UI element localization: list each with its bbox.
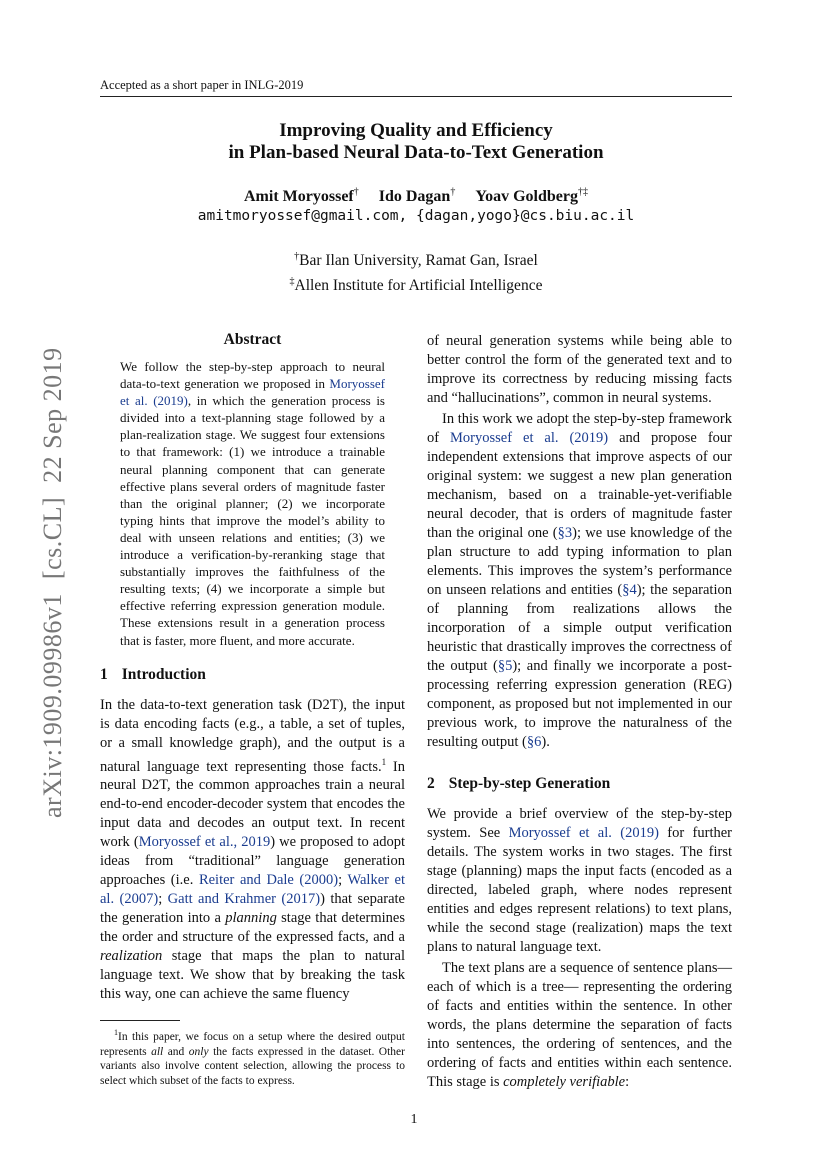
left-column [100,330,405,1088]
contributions-paragraph: In this work we adopt the step-by-step framework of Moryossef et al. (2019) and propose four independent extensions that improve aspects of our original system: we suggest a new plan generation mechanism, based on a trainable-yet-verifiable neural decoder, that is orders of magnitude faster than the original one (§3); we use knowledge of the plan structure to add typing information to plan elements. This improves the system’s performance on unseen relations and entities (§4); the separation of planning from realizations allows the incorporation of a simple output verification heuristic that drastically improves the correctness of the output (§5); and finally we incorporate a post-processing referring expression generation (REG) component, as proposed but not implemented in our previous work, to improve the naturalness of the resulting output (§6). [427,411,733,750]
citation-link[interactable]: Reiter and Dale (2000) [198,872,339,889]
continued-paragraph: of neural generation systems while being able to better control the form of the generated text and to improve its correctness by reducing missing facts and “hallucinations”, common in neural systems. [427,333,732,406]
footnote-marker[interactable]: 1 [381,756,387,767]
arxiv-stamp: arXiv:1909.09986v1 [cs.CL] 22 Sep 2019 [38,347,67,818]
citation-link[interactable]: Gatt and Krahmer (2017) [167,891,321,908]
author-emails: amitmoryossef@gmail.com, {dagan,yogo}@cs.biu.ac.il [197,208,635,224]
section-ref-link[interactable]: §5 [497,658,513,674]
page-number: 1 [410,1112,418,1127]
abstract-body: We follow the step-by-step approach to neural data-to-text generation we proposed in Moryossef et al. (2019), in which the generation process is divided into a text-planning stage followed by a plan-realization stage. We suggest four extensions to that framework: (1) we introduce a trainable neural planning component that can generate effective plans several orders of magnitude faster than the original planner; (2) we incorporate typing hints that improve the model’s ability to deal with unseen relations and entities; (3) we introduce a verification-by-reranking stage that substantially improves the faithfulness of the resulting texts; (4) we incorporate a simple but effective referring expression generation module. These extensions result in a generation process that is faster, more fluent, and more accurate. [120,359,385,648]
author: Yoav Goldberg†‡ [475,187,588,206]
footnote: $^1$In this paper, we focus on a setup where the desired output represents all and only the facts expressed in the dataset. Other variants also involve content selection, allowing the process to select which subset of the facts to express. [100,1028,405,1087]
section-ref-link[interactable]: §4 [622,582,637,598]
section-ref-link[interactable]: §3 [557,525,573,541]
title-line-2: in Plan-based Neural Data-to-Text Generation [228,142,604,163]
citation-link[interactable]: Moryossef et al. (2019) [508,825,659,841]
citation-link[interactable]: Moryossef et al. (2019) [120,376,385,409]
section2-paragraph: The text plans are a sequence of sentence plans—each of which is a tree— representing the ordering of facts and entities within the sentence. In other words, the plans determine the separation of facts into sentences, the ordering of sentences, and the ordering of facts and entities within each sentence. This stage is completely verifiable: [427,960,732,1090]
author: Amit Moryossef† [244,187,359,206]
header-note: Accepted as a short paper in INLG-2019 [100,78,732,97]
title-line-1: Improving Quality and Efficiency [279,120,553,141]
section-heading-introduction: 1 Introduction [100,665,206,683]
affiliation: ‡Allen Institute for Artificial Intelligence [289,276,543,295]
author: Ido Dagan† [378,187,456,206]
right-column [427,332,732,1092]
author-list [100,187,732,206]
section-heading-step-by-step: 2 Step-by-step Generation [427,775,611,792]
footnote-divider [100,1020,180,1021]
citation-link[interactable]: Moryossef et al., 2019 [138,834,271,851]
intro-paragraph: In the data-to-text generation task (D2T), the input is data encoding facts (e.g., a table, a set of tuples, or a small knowledge graph), and the output is a natural language text representing those facts.$^1$ In neural D2T, the common approaches train a neural end-to-end encoder-decoder system that encodes the input data and decodes an output text. In recent work (Moryossef et al., 2019) we proposed to adopt ideas from “traditional” language generation approaches (i.e. Reiter and Dale (2000); Walker et al. (2007); Gatt and Krahmer (2017)) that separate the generation into a planning stage that determines the order and structure of the expressed facts, and a realization stage that maps the plan to natural language text. We show that by breaking the task this way, one can achieve the same fluency [100,696,406,1003]
section-ref-link[interactable]: §6 [526,734,542,750]
citation-link[interactable]: Walker et al. (2007) [100,872,406,908]
section2-paragraph: We provide a brief overview of the step-by-step system. See Moryossef et al. (2019) for further details. The system works in two stages. The first stage (planning) maps the input facts (encoded as a directed, labeled graph, where nodes represent entities and edges represent relations) to text plans, while the second stage (realization) maps the text plans to natural language text. [427,806,733,955]
affiliations [100,246,732,296]
abstract-heading: Abstract [223,331,282,348]
citation-link[interactable]: Moryossef et al. (2019) [450,430,609,446]
affiliation: †Bar Ilan University, Ramat Gan, Israel [294,251,538,270]
paper-title [100,120,732,164]
